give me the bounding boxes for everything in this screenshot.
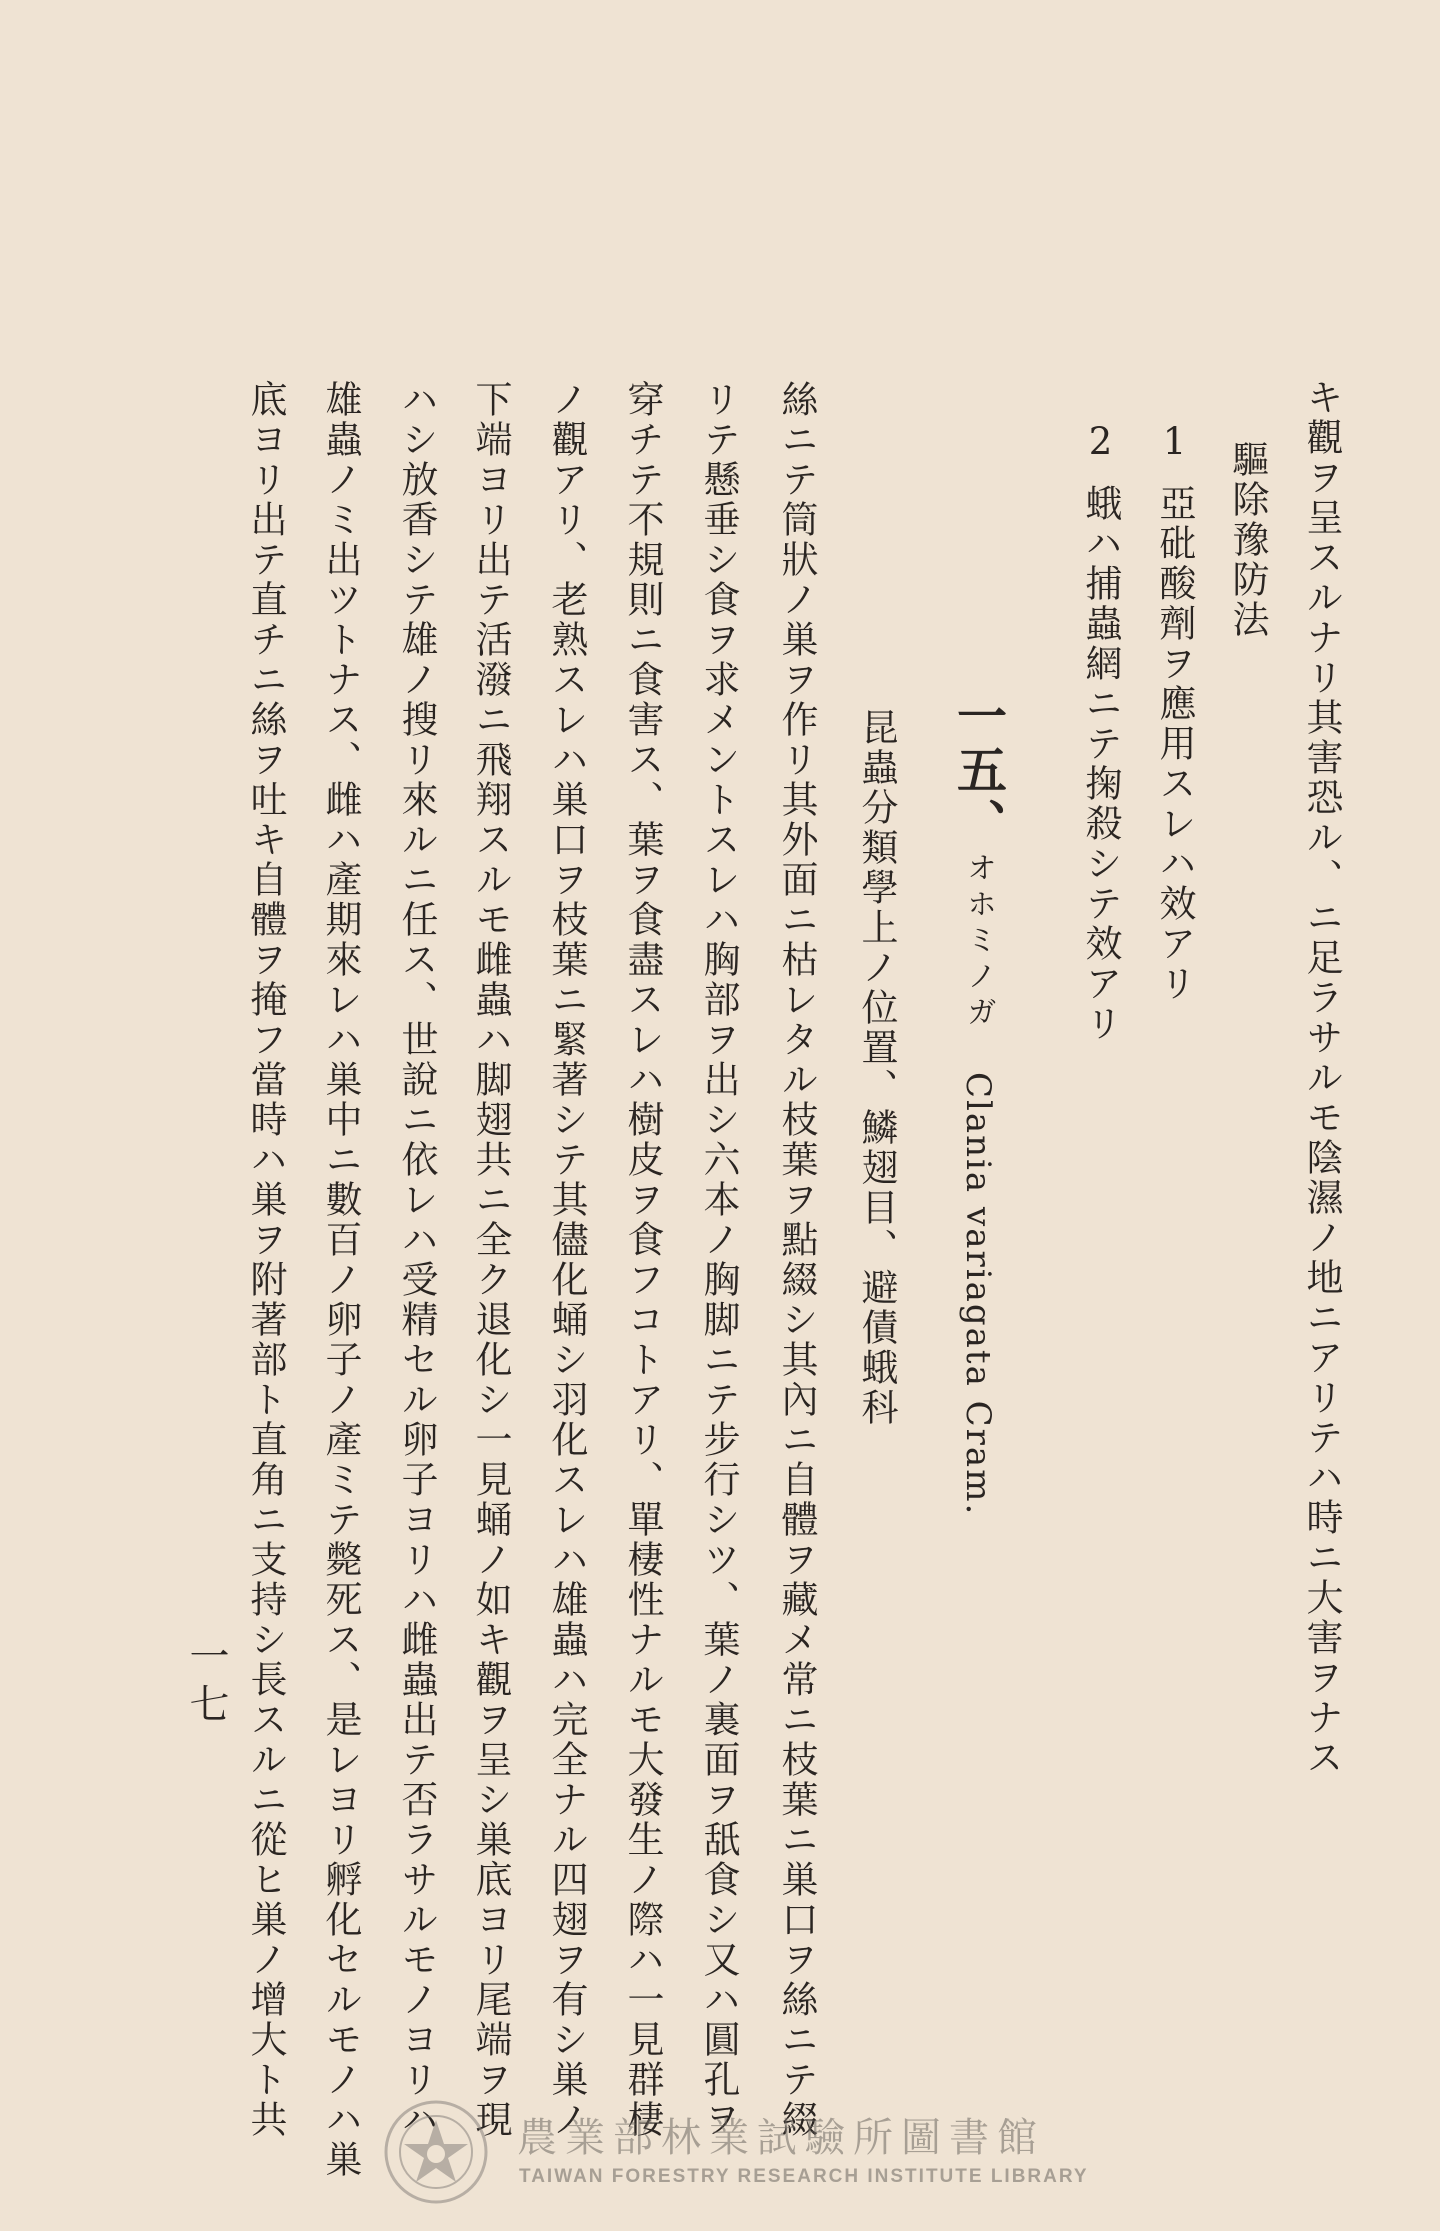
text-line-1: キ觀ヲ呈スルナリ其害恐ル、ニ足ラサルモ陰濕ノ地ニアリテハ時ニ大害ヲナス: [1300, 378, 1343, 1778]
body-line-3: 穿チテ不規則ニ食害ス、葉ヲ食盡スレハ樹皮ヲ食フコトアリ、單棲性ナルモ大發生ノ際ハ一見群棲: [621, 380, 664, 2140]
body-line-6: ハシ放香シテ雄ノ搜リ來ルニ任ス、世說ニ依レハ受精セル卵子ヨリハ雌蟲出テ否ラサルモノヨリハ: [395, 380, 438, 2140]
numbered-item-1: [1153, 420, 1196, 1004]
watermark-english-name: TAIWAN FORESTRY RESEARCH INSTITUTE LIBRARY: [519, 2166, 1089, 2187]
body-line-1: 絲ニテ筒狀ノ巣ヲ作リ其外面ニ枯レタル枝葉ヲ點綴シ其內ニ自體ヲ藏メ常ニ枝葉ニ巣口ヲ絲ニテ綴: [775, 380, 818, 2140]
item-text: 亞砒酸劑ヲ應用スレハ效アリ: [1153, 484, 1196, 1004]
item-text: 蛾ハ捕蟲網ニテ掬殺シテ效アリ: [1079, 484, 1122, 1044]
library-seal-icon: [382, 2098, 490, 2206]
body-line-5: 下端ヨリ出テ活潑ニ飛翔スルモ雌蟲ハ脚翅共ニ全ク退化シ一見蛹ノ如キ觀ヲ呈シ巣底ヨリ尾端ヲ現: [469, 380, 512, 2140]
section-heading-control-methods: 驅除豫防法: [1226, 440, 1269, 640]
item-number: 2: [1079, 420, 1122, 466]
watermark-chinese-name: 農業部林業試驗所圖書館: [517, 2115, 1045, 2161]
species-japanese-name: オホミノガ: [961, 852, 996, 1032]
body-line-8: 底ヨリ出テ直チニ絲ヲ吐キ自體ヲ掩フ當時ハ巣ヲ附著部ト直角ニ支持シ長スルニ從ヒ巣ノ增大ト共: [244, 380, 287, 2140]
species-heading: [949, 690, 1008, 1517]
library-watermark: [382, 2098, 1102, 2208]
page-number: 一七: [183, 1635, 229, 1731]
body-line-2: リテ懸垂シ食ヲ求メントスレハ胸部ヲ出シ六本ノ胸脚ニテ步行シツ、葉ノ裏面ヲ舐食シ又ハ圓孔ヲ: [697, 380, 740, 2140]
taxonomic-position: 昆蟲分類學上ノ位置、鱗翅目、避債蛾科: [855, 708, 898, 1428]
body-line-7: 雄蟲ノミ出ツトナス、雌ハ產期來レハ巣中ニ數百ノ卵子ノ產ミテ斃死ス、是レヨリ孵化セルモノハ巣: [319, 380, 362, 2180]
body-line-4: ノ觀アリ、老熟スレハ巣口ヲ枝葉ニ緊著シテ其儘化蛹シ羽化スレハ雄蟲ハ完全ナル四翅ヲ有シ巣ノ: [545, 380, 588, 2140]
species-scientific-name: Clania variagata Cram.: [958, 1072, 998, 1517]
item-number: 1: [1153, 420, 1196, 466]
species-number: 一五、: [949, 690, 1008, 852]
numbered-item-2: [1079, 420, 1122, 1044]
